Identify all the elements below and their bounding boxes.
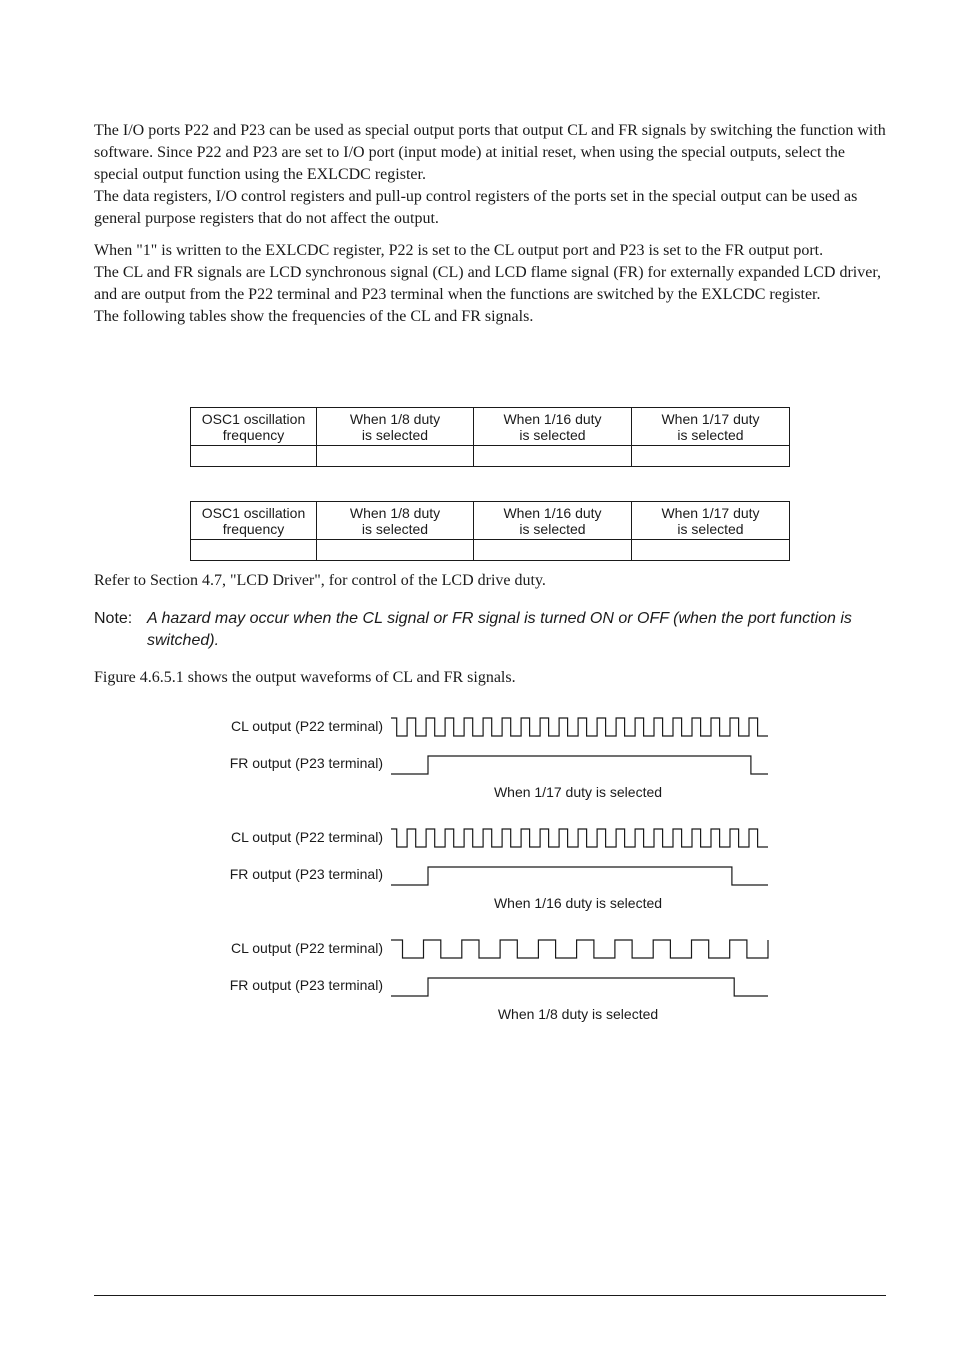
table2-cell-duty17 xyxy=(632,540,790,561)
caption-duty8: When 1/8 duty is selected xyxy=(497,1006,659,1022)
frequency-table-2 xyxy=(190,501,790,561)
cl-waveform-duty17 xyxy=(391,718,768,736)
note-label: Note: xyxy=(94,610,133,627)
cl-waveform-duty16 xyxy=(391,829,768,847)
hazard-note xyxy=(94,608,886,652)
caption-duty16: When 1/16 duty is selected xyxy=(493,895,663,911)
table1-header-osc: OSC1 oscillation frequency xyxy=(191,408,317,446)
table1-header-duty16: When 1/16 duty is selected xyxy=(474,408,632,446)
cl-waveform-duty8 xyxy=(391,940,768,958)
waveform-group-duty16 xyxy=(230,829,768,911)
intro-paragraph: The I/O ports P22 and P23 can be used as special output ports that output CL and FR signals by switching the function with software. Since P22 and P23 are set to I/O port (input mode) at initial reset, when using the special outputs, select the special output function using the EXLCDC register. The data registers, I/O control registers and pull-up control registers of the ports set in the special output can be used as general purpose registers that do not affect the output. xyxy=(94,122,886,227)
fr-label-duty16: FR output (P23 terminal) xyxy=(229,866,383,882)
fr-waveform-duty8 xyxy=(391,978,768,996)
fr-label-duty17: FR output (P23 terminal) xyxy=(229,755,383,771)
table1-cell-duty17 xyxy=(632,446,790,467)
cl-label-duty8: CL output (P22 terminal) xyxy=(231,940,383,956)
figure-intro: Figure 4.6.5.1 shows the output waveforms of CL and FR signals. xyxy=(94,669,516,686)
waveform-group-duty17 xyxy=(230,718,768,800)
table1-cell-duty16 xyxy=(474,446,632,467)
fr-waveform-duty17 xyxy=(391,756,768,774)
lcd-driver-reference: Refer to Section 4.7, "LCD Driver", for control of the LCD drive duty. xyxy=(94,572,546,589)
footer-rule xyxy=(94,1295,886,1296)
table2-header-duty16: When 1/16 duty is selected xyxy=(474,502,632,540)
table2-cell-duty16 xyxy=(474,540,632,561)
cl-fr-waveform-figure xyxy=(0,700,954,1040)
exlcdc-paragraph: When "1" is written to the EXLCDC register, P22 is set to the CL output port and P23 is set to the FR output port. The CL and FR signals are LCD synchronous signal (CL) and LCD flame signal (FR) for externally expanded LCD driver, and are output from the P22 terminal and P23 terminal when the functions are switched by the EXLCDC register. The following tables show the frequencies of the CL and FR signals. xyxy=(94,242,882,325)
table2-header-osc: OSC1 oscillation frequency xyxy=(191,502,317,540)
frequency-table-1 xyxy=(190,407,790,467)
fr-label-duty8: FR output (P23 terminal) xyxy=(229,977,383,993)
cl-label-duty17: CL output (P22 terminal) xyxy=(231,718,383,734)
table2-cell-osc xyxy=(191,540,317,561)
caption-duty17: When 1/17 duty is selected xyxy=(493,784,663,800)
table1-header-duty8: When 1/8 duty is selected xyxy=(317,408,474,446)
waveform-group-duty8 xyxy=(230,940,768,1022)
fr-waveform-duty16 xyxy=(391,867,768,885)
table1-cell-duty8 xyxy=(317,446,474,467)
table1-header-duty17: When 1/17 duty is selected xyxy=(632,408,790,446)
table2-header-duty17: When 1/17 duty is selected xyxy=(632,502,790,540)
table2-header-duty8: When 1/8 duty is selected xyxy=(317,502,474,540)
note-text: A hazard may occur when the CL signal or FR signal is turned ON or OFF (when the port function is switched). xyxy=(147,610,852,649)
cl-label-duty16: CL output (P22 terminal) xyxy=(231,829,383,845)
table2-cell-duty8 xyxy=(317,540,474,561)
table1-cell-osc xyxy=(191,446,317,467)
